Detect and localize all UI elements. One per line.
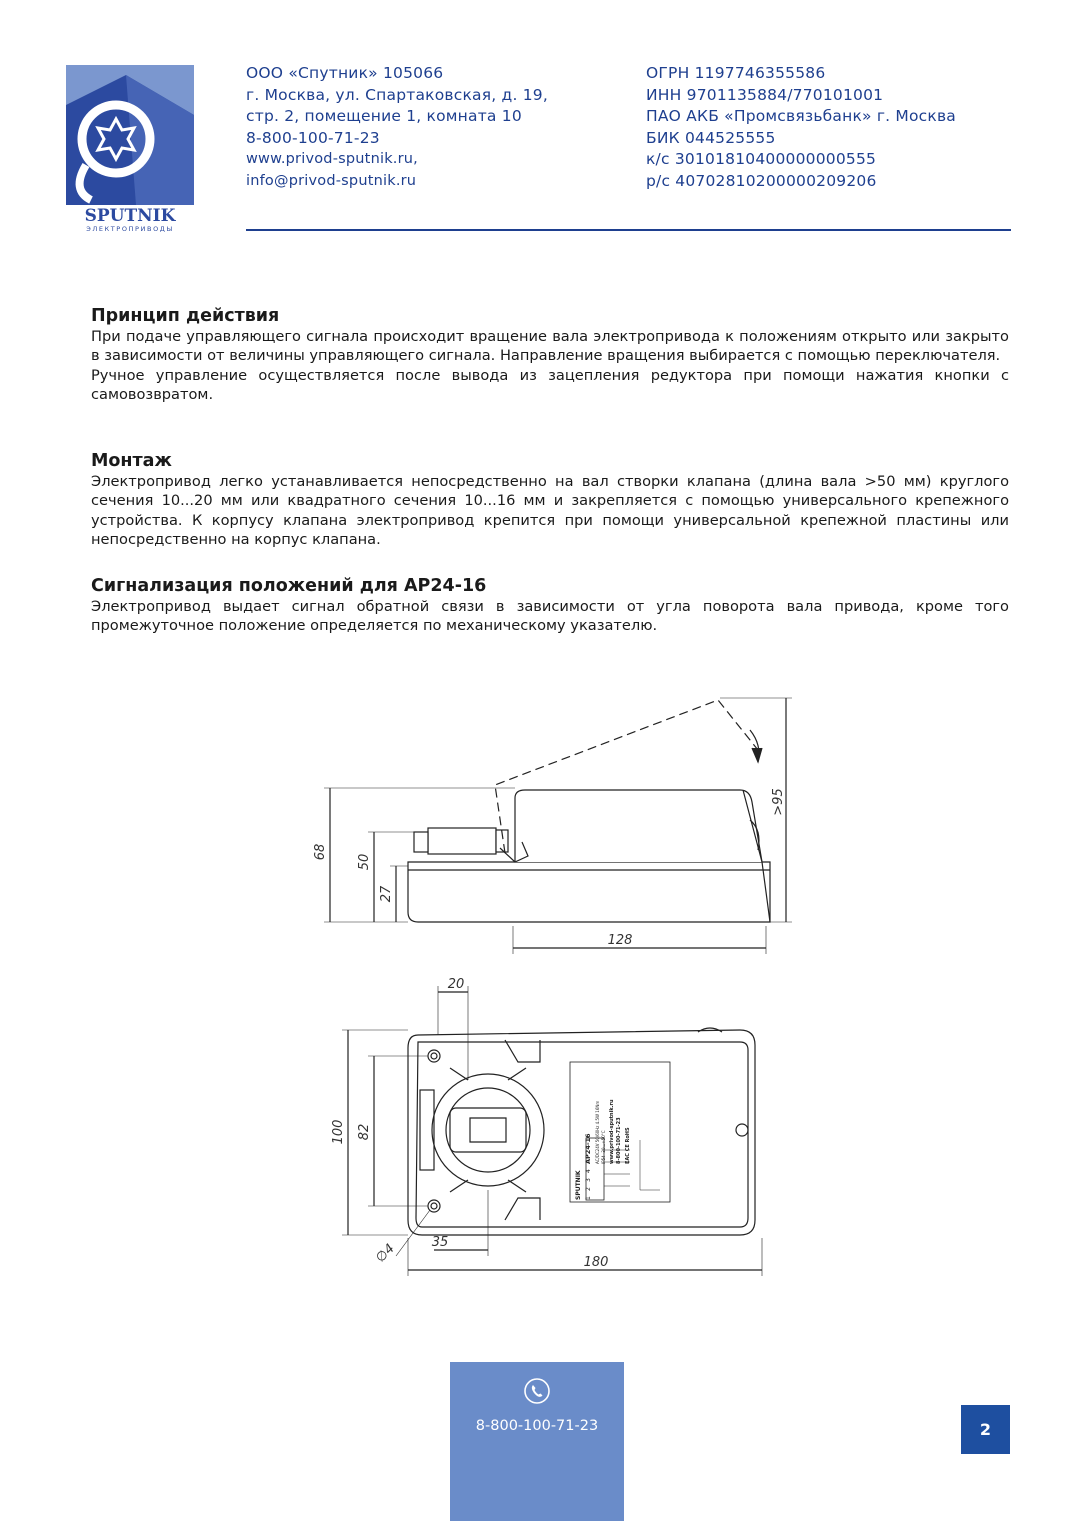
section-paragraph: Ручное управление осуществляется после вывода из зацепления редуктора при помощи нажатия кнопки с самовозвратом. xyxy=(91,366,1009,404)
label-terminal-2: 2 xyxy=(585,1187,592,1191)
company-name: ООО «Спутник» 105066 xyxy=(246,64,444,82)
section-principle xyxy=(91,305,1009,405)
phone-icon xyxy=(523,1377,551,1405)
section-paragraph: Электропривод легко устанавливается непосредственно на вал створки клапана (длина вала >50 мм) круглого сечения 10...20 мм или квадратного сечения 10...16 мм и закрепляется с помощью универсального крепежного устройства. К корпусу клапана электропривод крепится при помощи универсальной крепежной пластины или непосредственно на корпус клапана. xyxy=(91,473,1009,549)
dim-82: 82 xyxy=(357,1123,372,1141)
header-divider xyxy=(246,229,1011,231)
dim-180: 180 xyxy=(583,1255,609,1270)
logo-tagline: ЭЛЕКТРОПРИВОДЫ xyxy=(86,225,174,233)
corr-account: к/с 30101810400000000555 xyxy=(646,150,877,169)
dim-20: 20 xyxy=(447,977,465,992)
section-mounting xyxy=(91,450,1009,550)
website-link[interactable]: www.privod-sputnik.ru, xyxy=(246,151,418,168)
label-spec1: AC/DC24V 50/60Hz 4.5W 16Nm xyxy=(595,1100,600,1164)
bik: БИК 044525555 xyxy=(646,128,776,147)
label-model: АР24-16 xyxy=(584,1133,592,1164)
section-position-signaling xyxy=(91,575,1009,636)
dim-d4: ∅4 xyxy=(373,1241,398,1266)
footer-phone[interactable]: 8-800-100-71-23 xyxy=(475,1418,599,1434)
logo-brand: SPUTNIK xyxy=(84,206,176,226)
dim-128: 128 xyxy=(607,933,633,948)
label-brand: SPUTNIK xyxy=(575,1170,582,1200)
label-url: www.privod-sputnik.ru xyxy=(609,1099,615,1164)
dim-27: 27 xyxy=(379,885,394,903)
bank-name: ПАО АКБ «Промсвязьбанк» г. Москва xyxy=(646,107,957,126)
label-terminal-4: 4 xyxy=(585,1169,592,1173)
label-phone: 8-800-100-71-23 xyxy=(616,1117,622,1164)
address-line-1: г. Москва, ул. Спартаковская, д. 19, xyxy=(246,85,548,104)
address-line-2: стр. 2, помещение 1, комната 10 xyxy=(246,107,522,126)
label-terminal-1: 1 xyxy=(585,1196,592,1200)
sputnik-logo xyxy=(66,65,194,233)
label-terminal-3: 3 xyxy=(585,1178,592,1182)
company-address-block xyxy=(246,63,548,193)
section-title: Принцип действия xyxy=(91,306,280,326)
bank-details-block xyxy=(646,63,956,193)
dim-50: 50 xyxy=(357,853,372,871)
inn: ИНН 9701135884/770101001 xyxy=(646,85,884,104)
actuator-drawing xyxy=(300,690,800,1290)
label-spec2: IP54 -30...+50°C xyxy=(601,1130,606,1164)
section-title: Сигнализация положений для АР24-16 xyxy=(91,576,487,596)
dim-100: 100 xyxy=(331,1119,346,1145)
section-paragraph: Электропривод выдает сигнал обратной связи в зависимости от угла поворота вала привода, кроме того промежуточное положение определяется по механическому указателю. xyxy=(91,598,1009,635)
section-title: Монтаж xyxy=(91,451,172,471)
dim-35: 35 xyxy=(431,1235,449,1250)
settlement-account: р/с 40702810200000209206 xyxy=(646,171,877,190)
company-phone: 8-800-100-71-23 xyxy=(246,128,380,147)
ogrn: ОГРН 1197746355586 xyxy=(646,64,826,82)
section-paragraph: При подаче управляющего сигнала происходит вращение вала электропривода к положениям открыто или закрыто в зависимости от величины управляющего сигнала. Направление вращения выбирается с помощью переключателя. xyxy=(91,328,1009,365)
dim-68: 68 xyxy=(313,843,328,861)
page-number: 2 xyxy=(961,1405,1010,1454)
email-link[interactable]: info@privod-sputnik.ru xyxy=(246,172,417,189)
label-marks: EAC CE RoHS xyxy=(625,1127,631,1164)
dim-gt95: >95 xyxy=(771,788,786,816)
